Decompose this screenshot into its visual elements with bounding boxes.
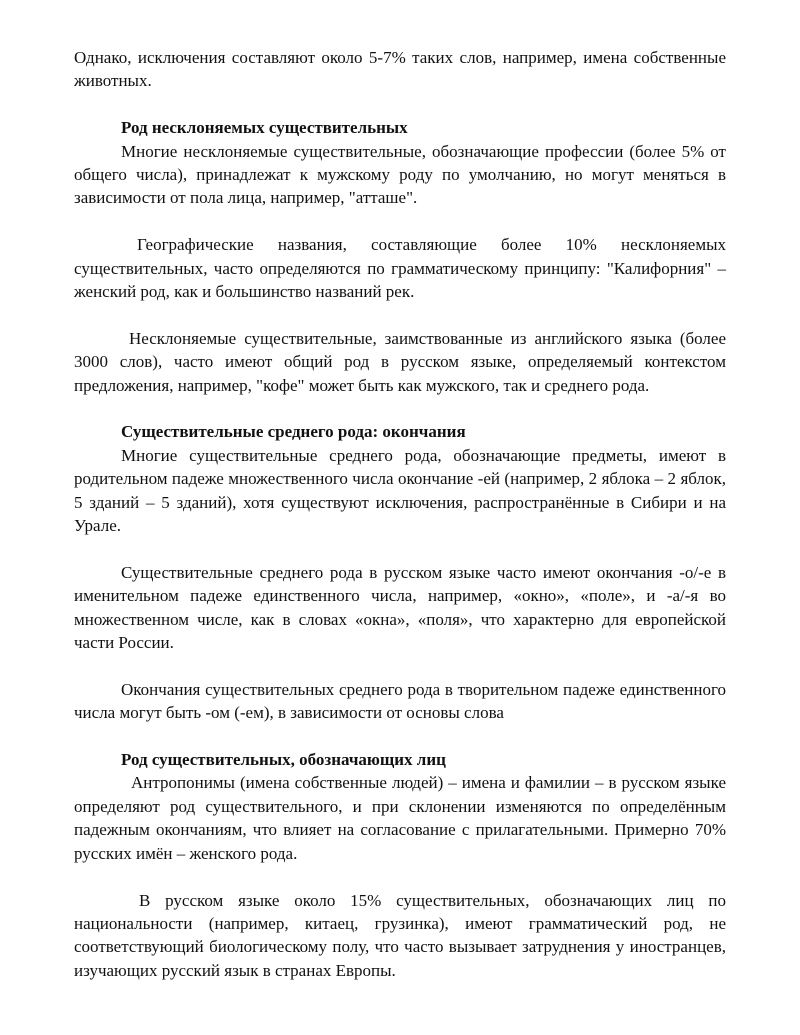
paragraph-gap [74, 210, 726, 233]
paragraph-gap [74, 93, 726, 116]
paragraph-gap [74, 397, 726, 420]
section-heading-indeclinable: Род несклоняемых существительных [121, 118, 408, 138]
paragraph-intro: Однако, исключения составляют около 5-7% таких слов, например, имена собственные животных. [74, 48, 726, 91]
paragraph-gap [74, 654, 726, 677]
paragraph-nationality: В русском языке около 15% существительных, обозначающих лиц по национальности (например, китаец, грузинка), имеют грамматический род, не соответствующий биологическому полу, что часто вызывает затруднения у иностранцев, изучающих русский язык в странах Европы. [74, 890, 726, 980]
paragraph-gap [74, 865, 726, 888]
document-page [74, 46, 726, 982]
paragraph-gap [74, 303, 726, 326]
paragraph-anthroponyms: Антропонимы (имена собственные людей) – имена и фамилии – в русском языке определяют род существительного, и при склонении изменяются по определённым падежным окончаниям, что влияет на согласование с прилагательными. Примерно 70% русских имён – женского рода. [74, 773, 726, 863]
paragraph-professions: Многие несклоняемые существительные, обозначающие профессии (более 5% от общего числа), принадлежат к мужскому роду по умолчанию, но могут меняться в зависимости от пола лица, например, "атташе". [74, 141, 726, 208]
paragraph-gap [74, 725, 726, 748]
paragraph-english-loanwords: Несклоняемые существительные, заимствованные из английского языка (более 3000 слов), часто имеют общий род в русском языке, определяемый контекстом предложения, например, "кофе" может быть как мужского, так и среднего рода. [74, 328, 726, 395]
paragraph-geographic-names: Географические названия, составляющие более 10% несклоняемых существительных, часто определяются по грамматическому принципу: "Калифорния" – женский род, как и большинство названий рек. [74, 235, 726, 302]
section-heading-neuter-endings: Существительные среднего рода: окончания [121, 422, 466, 442]
paragraph-nominative-endings: Существительные среднего рода в русском языке часто имеют окончания -о/-е в именительном падеже единственного числа, например, «окно», «поле», и -а/-я во множественном числе, как в словах «окна», «поля», что характерно для европейской части России. [74, 562, 726, 653]
section-heading-persons: Род существительных, обозначающих лиц [121, 750, 446, 770]
paragraph-gap [74, 537, 726, 560]
paragraph-genitive-plural: Многие существительные среднего рода, обозначающие предметы, имеют в родительном падеже множественного числа окончание -ей (например, 2 яблока – 2 яблок, 5 зданий – 5 зданий), хотя существуют исключения, распространённые в Сибири и на Урале. [74, 445, 726, 536]
paragraph-instrumental-endings: Окончания существительных среднего рода в творительном падеже единственного числа могут быть -ом (-ем), в зависимости от основы слова [74, 679, 726, 723]
